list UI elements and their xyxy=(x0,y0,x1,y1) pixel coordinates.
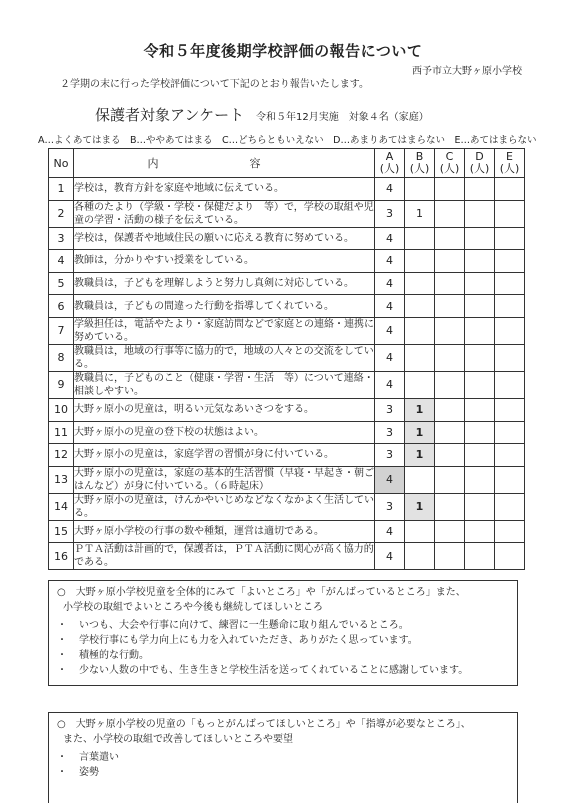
table-row xyxy=(49,543,525,570)
row-item-text: 大野ヶ原小の児童は，明るい元気なあいさつをする。 xyxy=(74,398,375,421)
table-header-row xyxy=(49,149,525,178)
count-c xyxy=(435,371,465,398)
header-grade-d: D (人) xyxy=(465,149,495,178)
feedback-improve-box xyxy=(48,712,518,803)
row-item-text: 教職員に，子どものこと（健康・学習・生活 等）について連絡・相談しやすい。 xyxy=(74,372,374,397)
table-row xyxy=(49,200,525,227)
count-d xyxy=(465,227,495,250)
row-number: 1 xyxy=(49,178,74,201)
count-a: 3 xyxy=(375,493,405,520)
table-row xyxy=(49,317,525,344)
count-b xyxy=(405,371,435,398)
bullet-icon: ・ xyxy=(57,635,67,646)
row-item-text: 学級担任は，電話やたより・家庭訪問などで家庭との連絡・連携に努めている。 xyxy=(74,318,374,343)
count-a: 3 xyxy=(375,200,405,227)
count-c xyxy=(435,200,465,227)
row-item-text: 大野ヶ原小学校の行事の数や種類，運営は適切である。 xyxy=(74,520,375,543)
count-b xyxy=(405,520,435,543)
row-number: 8 xyxy=(49,344,74,371)
count-a: 3 xyxy=(375,444,405,467)
count-c xyxy=(435,543,465,570)
count-e xyxy=(495,444,525,467)
row-number: 11 xyxy=(49,421,74,444)
count-c xyxy=(435,272,465,295)
count-d xyxy=(465,371,495,398)
count-a: 4 xyxy=(375,178,405,201)
count-b xyxy=(405,543,435,570)
count-b: 1 xyxy=(405,398,435,421)
table-row xyxy=(49,371,525,398)
count-b xyxy=(405,344,435,371)
table-row xyxy=(49,178,525,201)
count-e xyxy=(495,520,525,543)
feedback-good-question-line1: 大野ヶ原小学校児童を全体的にみて「よいところ」や「がんばっているところ」また、 xyxy=(75,587,466,598)
count-a: 4 xyxy=(375,227,405,250)
count-d xyxy=(465,295,495,318)
count-b: 1 xyxy=(405,444,435,467)
count-d xyxy=(465,344,495,371)
count-e xyxy=(495,344,525,371)
row-item-text: 教職員は，子どもを理解しようと努力し真剣に対応している。 xyxy=(74,272,375,295)
count-c xyxy=(435,178,465,201)
count-c xyxy=(435,520,465,543)
count-b xyxy=(405,178,435,201)
feedback-improve-list xyxy=(49,750,517,780)
count-e xyxy=(495,543,525,570)
row-number: 2 xyxy=(49,200,74,227)
table-row xyxy=(49,493,525,520)
survey-meta: 令和５年12月実施 対象４名（家庭） xyxy=(256,112,429,123)
count-b: 1 xyxy=(405,200,435,227)
count-b: 1 xyxy=(405,421,435,444)
table-row xyxy=(49,444,525,467)
count-c xyxy=(435,317,465,344)
header-no: No xyxy=(49,149,74,178)
count-c xyxy=(435,421,465,444)
header-content: 内 容 xyxy=(74,149,375,178)
list-item: ・ いつも、大会や行事に向けて、練習に一生懸命に取り組んでいるところ。 xyxy=(57,620,409,631)
table-row xyxy=(49,344,525,371)
header-grade-e: E (人) xyxy=(495,149,525,178)
feedback-good-list xyxy=(49,618,517,678)
feedback-improve-question-line2: また、小学校の取組で改善してほしいところや要望 xyxy=(63,734,293,745)
rating-legend: A…よくあてはまる B…ややあてはまる C…どちらともいえない D…あまりあてはまらない E…あてはまらない xyxy=(38,135,537,146)
count-e xyxy=(495,295,525,318)
table-row xyxy=(49,398,525,421)
count-e xyxy=(495,227,525,250)
count-b xyxy=(405,317,435,344)
count-e xyxy=(495,398,525,421)
row-item-text: 大野ヶ原小の児童は，けんかやいじめなどなくなかよく生活している。 xyxy=(74,494,374,519)
count-b: 1 xyxy=(405,493,435,520)
school-name: 西予市立大野ヶ原小学校 xyxy=(412,66,522,77)
count-d xyxy=(465,178,495,201)
table-row xyxy=(49,250,525,273)
survey-table xyxy=(48,148,525,570)
feedback-improve-question xyxy=(57,717,509,747)
list-item: ・ 少ない人数の中でも、生き生きと学校生活を送ってくれていることに感謝しています。 xyxy=(57,665,469,676)
count-a: 3 xyxy=(375,421,405,444)
row-number: 13 xyxy=(49,466,74,493)
count-a: 3 xyxy=(375,398,405,421)
count-e xyxy=(495,421,525,444)
count-c xyxy=(435,227,465,250)
count-a: 4 xyxy=(375,344,405,371)
feedback-improve-question-line1: 大野ヶ原小学校の児童の「もっとがんばってほしいところ」や「指導が必要なところ」、 xyxy=(75,719,471,730)
count-c xyxy=(435,444,465,467)
count-a: 4 xyxy=(375,371,405,398)
row-item-text: 大野ヶ原小の児童は，家庭の基本的生活習慣（早寝・早起き・朝ごはんなど）が身に付いている。（６時起床） xyxy=(74,467,374,492)
row-number: 7 xyxy=(49,317,74,344)
row-item-text: 各種のたより（学級・学校・保健だより 等）で，学校の取組や児童の学習・活動の様子を伝えている。 xyxy=(74,201,374,226)
table-row xyxy=(49,227,525,250)
list-item: ・ 姿勢 xyxy=(57,767,99,778)
count-b xyxy=(405,295,435,318)
feedback-good-question xyxy=(57,585,509,615)
table-row xyxy=(49,421,525,444)
count-c xyxy=(435,344,465,371)
header-grade-c: C (人) xyxy=(435,149,465,178)
report-title: 令和５年度後期学校評価の報告について xyxy=(143,42,423,60)
feedback-good-question-line2: 小学校の取組でよいところや今後も継続してほしいところ xyxy=(63,602,323,613)
count-d xyxy=(465,398,495,421)
row-item-text: 学校は，教育方針を家庭や地域に伝えている。 xyxy=(74,178,375,201)
row-number: 5 xyxy=(49,272,74,295)
count-d xyxy=(465,200,495,227)
count-c xyxy=(435,398,465,421)
count-e xyxy=(495,493,525,520)
row-number: 6 xyxy=(49,295,74,318)
count-d xyxy=(465,520,495,543)
circle-mark-icon: ○ xyxy=(57,719,66,730)
count-d xyxy=(465,444,495,467)
count-a: 4 xyxy=(375,317,405,344)
row-item-text: 学校は，保護者や地域住民の願いに応える教育に努めている。 xyxy=(74,227,375,250)
list-item: ・ 積極的な行動。 xyxy=(57,650,149,661)
count-e xyxy=(495,178,525,201)
count-e xyxy=(495,250,525,273)
list-item: ・ 言葉遣い xyxy=(57,752,119,763)
row-number: 9 xyxy=(49,371,74,398)
count-d xyxy=(465,317,495,344)
header-grade-a: A (人) xyxy=(375,149,405,178)
table-row xyxy=(49,520,525,543)
count-a: 4 xyxy=(375,466,405,493)
circle-mark-icon: ○ xyxy=(57,587,66,598)
count-a: 4 xyxy=(375,543,405,570)
count-d xyxy=(465,250,495,273)
count-a: 4 xyxy=(375,250,405,273)
count-a: 4 xyxy=(375,520,405,543)
count-c xyxy=(435,466,465,493)
row-item-text: 教師は，分かりやすい授業をしている。 xyxy=(74,250,375,273)
count-e xyxy=(495,200,525,227)
table-row xyxy=(49,295,525,318)
row-item-text: 教職員は，子どもの間違った行動を指導してくれている。 xyxy=(74,295,375,318)
feedback-good-box xyxy=(48,580,518,686)
count-b xyxy=(405,466,435,493)
count-a: 4 xyxy=(375,295,405,318)
count-e xyxy=(495,466,525,493)
bullet-icon: ・ xyxy=(57,650,67,661)
count-c xyxy=(435,493,465,520)
row-number: 14 xyxy=(49,493,74,520)
count-d xyxy=(465,466,495,493)
intro-text: ２学期の末に行った学校評価について下記のとおり報告いたします。 xyxy=(60,79,369,90)
bullet-icon: ・ xyxy=(57,665,67,676)
bullet-icon: ・ xyxy=(57,752,67,763)
count-d xyxy=(465,493,495,520)
count-e xyxy=(495,317,525,344)
count-b xyxy=(405,272,435,295)
row-item-text: 大野ヶ原小の児童の登下校の状態はよい。 xyxy=(74,421,375,444)
row-item-text: ＰＴＡ活動は計画的で，保護者は，ＰＴＡ活動に関心が高く協力的である。 xyxy=(74,544,374,569)
row-number: 16 xyxy=(49,543,74,570)
count-a: 4 xyxy=(375,272,405,295)
row-number: 3 xyxy=(49,227,74,250)
count-e xyxy=(495,371,525,398)
survey-title: 保護者対象アンケート xyxy=(95,106,245,124)
count-d xyxy=(465,272,495,295)
count-b xyxy=(405,227,435,250)
bullet-icon: ・ xyxy=(57,620,67,631)
count-b xyxy=(405,250,435,273)
bullet-icon: ・ xyxy=(57,767,67,778)
table-row xyxy=(49,466,525,493)
count-e xyxy=(495,272,525,295)
row-number: 10 xyxy=(49,398,74,421)
count-c xyxy=(435,250,465,273)
row-item-text: 大野ヶ原小の児童は，家庭学習の習慣が身に付いている。 xyxy=(74,444,375,467)
row-number: 12 xyxy=(49,444,74,467)
row-item-text: 教職員は，地域の行事等に協力的で，地域の人々との交流をしている。 xyxy=(74,345,374,370)
count-d xyxy=(465,421,495,444)
list-item: ・ 学校行事にも学力向上にも力を入れていただき、ありがたく思っています。 xyxy=(57,635,418,646)
table-row xyxy=(49,272,525,295)
count-c xyxy=(435,295,465,318)
header-grade-b: B (人) xyxy=(405,149,435,178)
row-number: 4 xyxy=(49,250,74,273)
count-d xyxy=(465,543,495,570)
row-number: 15 xyxy=(49,520,74,543)
